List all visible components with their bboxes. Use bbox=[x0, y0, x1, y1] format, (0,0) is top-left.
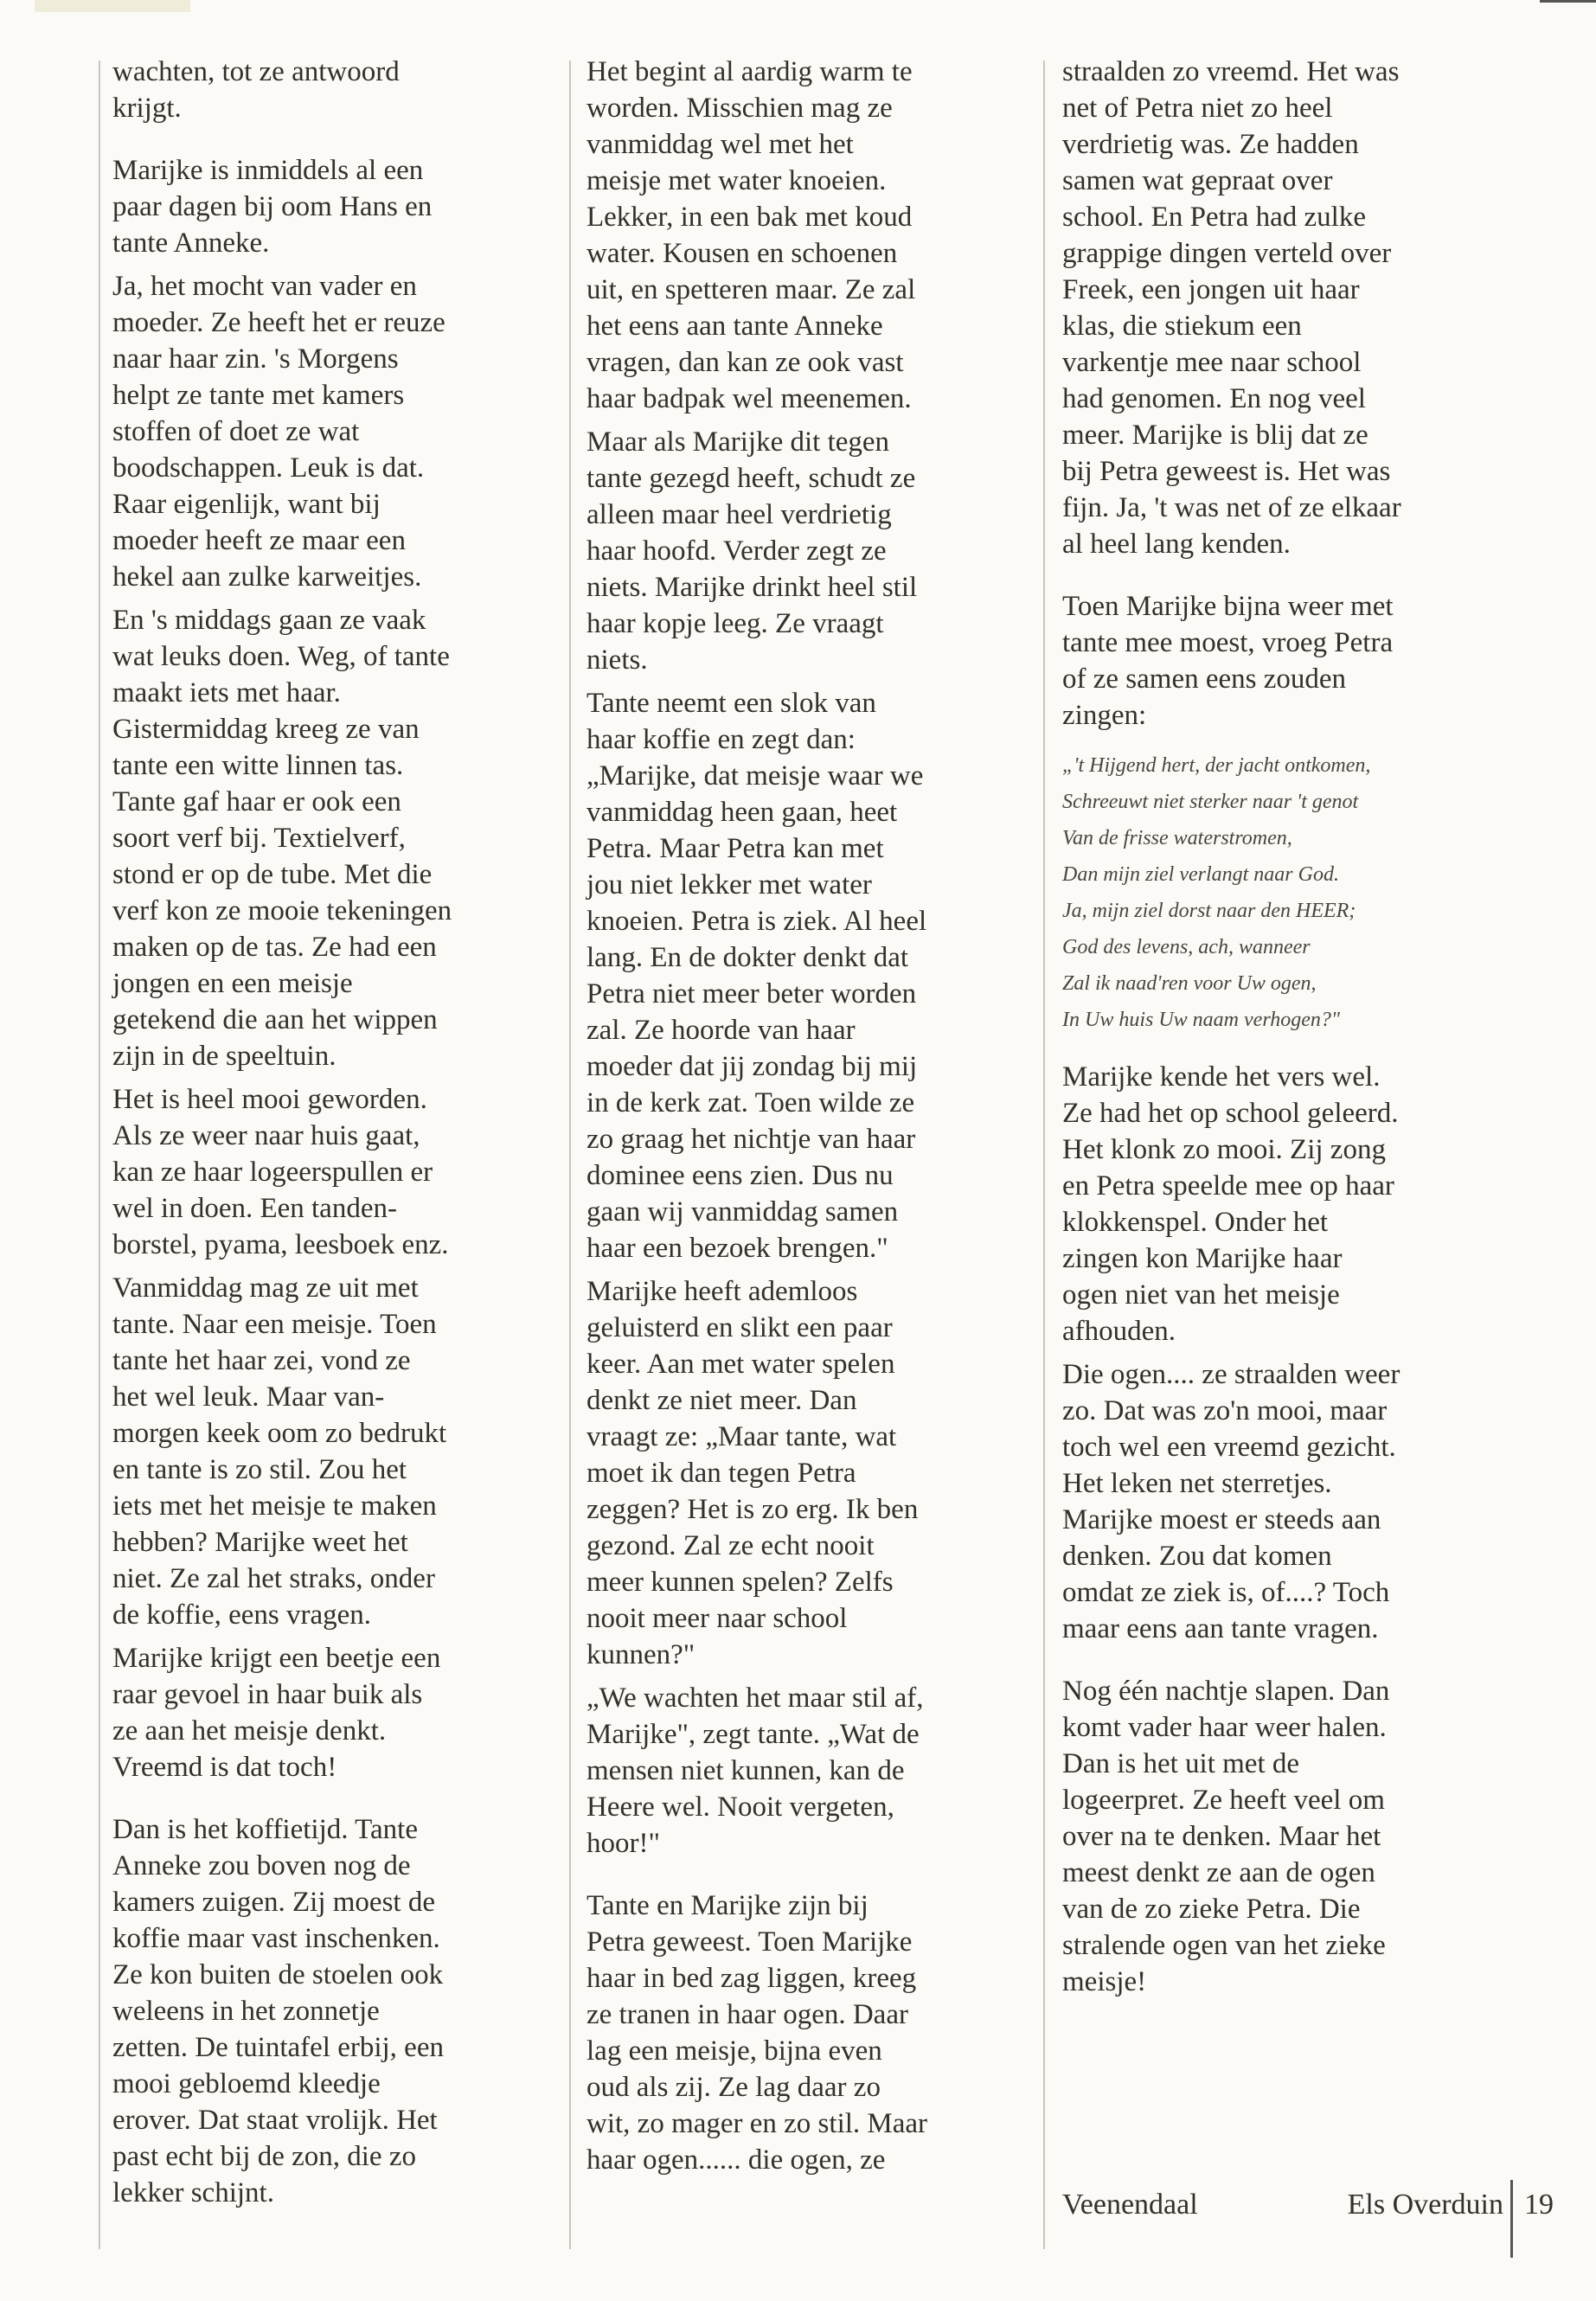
paragraph: Marijke kende het vers wel. Ze had het op school geleerd. Het klonk zo mooi. Zij zong en Petra speelde mee op haar klokkenspel. Onder het zingen kon Marijke haar ogen niet van het meisje afhouden. bbox=[1062, 1061, 1399, 1347]
paragraph: Dan is het koffietijd. Tante Anneke zou boven nog de kamers zuigen. Zij moest de koffie maar vast inschenken. Ze kon buiten de stoelen ook weleens in het zonnetje zetten. De tuintafel erbij, een mooi gebloemd kleedje erover. Dat staat vrolijk. Het past echt bij de zon, die zo lekker schijnt. bbox=[112, 1814, 444, 2208]
paragraph: Tante neemt een slok van haar koffie en zegt dan: „Marijke, dat meisje waar we vanmiddag heen gaan, heet Petra. Maar Petra kan met jou niet lekker met water knoeien. Petra is ziek. Al heel lang. En de dokter denkt dat Petra niet meer beter worden zal. Ze hoorde van haar moeder dat jij zondag bij mij in de kerk zat. Toen wilde ze zo graag het nichtje van haar dominee eens zien. Dus nu gaan wij vanmiddag samen haar een bezoek brengen." bbox=[586, 688, 927, 1264]
paragraph: Vanmiddag mag ze uit met tante. Naar een meisje. Toen tante het haar zei, vond ze het wel leuk. Maar van- morgen keek oom zo bedrukt en tante is zo stil. Zou het iets met het meisje te maken hebben? Marijke weet het niet. Ze zal het straks, onder de koffie, eens vragen. bbox=[112, 1272, 447, 1631]
page-number-rule bbox=[1510, 2180, 1513, 2258]
page-number: 19 bbox=[1524, 2189, 1554, 2221]
paragraph: Nog één nachtje slapen. Dan komt vader haar weer halen. Dan is het uit met de logeerpret. Ze heeft veel om over na te denken. Maar het meest denkt ze aan de ogen van de zo zieke Petra. Die stralende ogen van het zieke meisje! bbox=[1062, 1676, 1390, 1997]
paragraph: Ja, het mocht van vader en moeder. Ze heeft het er reuze naar haar zin. 's Morgens helpt ze tante met kamers stoffen of doet ze wat boodschappen. Leuk is dat. Raar eigenlijk, want bij moeder heeft ze maar een hekel aan zulke karweitjes. bbox=[112, 271, 445, 593]
text-column-3 bbox=[1062, 54, 1503, 2007]
byline-author: Els Overduin bbox=[1347, 2189, 1503, 2221]
column-rule-left bbox=[99, 61, 100, 2249]
column-rule-right bbox=[1043, 61, 1045, 2249]
column-rule-middle bbox=[569, 61, 571, 2249]
paragraph: En 's middags gaan ze vaak wat leuks doen. Weg, of tante maakt iets met haar. Gistermiddag kreeg ze van tante een witte linnen tas. Tante gaf haar er ook een soort verf bij. Textielverf, stond er op de tube. Met die verf kon ze mooie tekeningen maken op de tas. Ze had een jongen en een meisje getekend die aan het wippen zijn in de speeltuin. bbox=[112, 605, 452, 1072]
paragraph: Marijke heeft ademloos geluisterd en slikt een paar keer. Aan met water spelen denkt ze niet meer. Dan vraagt ze: „Maar tante, wat moet ik dan tegen Petra zeggen? Het is zo erg. Ik ben gezond. Zal ze echt nooit meer kunnen spelen? Zelfs nooit meer naar school kunnen?" bbox=[586, 1276, 919, 1670]
paragraph: wachten, tot ze antwoord krijgt. bbox=[112, 56, 400, 124]
byline bbox=[1062, 2189, 1503, 2221]
paragraph: Het is heel mooi geworden. Als ze weer naar huis gaat, kan ze haar logeerspullen er wel in doen. Een tanden- borstel, pyama, leesboek enz. bbox=[112, 1084, 449, 1260]
scan-mark bbox=[35, 0, 190, 12]
paragraph: Tante en Marijke zijn bij Petra geweest. Toen Marijke haar in bed zag liggen, kreeg ze tranen in haar ogen. Daar lag een meisje, bijna even oud als zij. Ze lag daar zo wit, zo mager en zo stil. Maar haar ogen...... die ogen, ze bbox=[586, 1890, 928, 2176]
paragraph: Marijke krijgt een beetje een raar gevoel in haar buik als ze aan het meisje denkt. Vreemd is dat toch! bbox=[112, 1643, 441, 1783]
paragraph: Marijke is inmiddels al een paar dagen bij oom Hans en tante Anneke. bbox=[112, 155, 433, 259]
paragraph: Het begint al aardig warm te worden. Misschien mag ze vanmiddag wel met het meisje met water knoeien. Lekker, in een bak met koud water. Kousen en schoenen uit, en spetteren maar. Ze zal het eens aan tante Anneke vragen, dan kan ze ook vast haar badpak wel meenemen. bbox=[586, 56, 916, 414]
text-column-2 bbox=[586, 54, 1036, 2185]
text-column-1 bbox=[112, 54, 562, 2218]
paragraph: Toen Marijke bijna weer met tante mee moest, vroeg Petra of ze samen eens zouden zingen: bbox=[1062, 591, 1394, 731]
paragraph: Die ogen.... ze straalden weer zo. Dat was zo'n mooi, maar toch wel een vreemd gezicht. Het leken net sterretjes. Marijke moest er steeds aan denken. Zou dat komen omdat ze ziek is, of....? Toch maar eens aan tante vragen. bbox=[1062, 1359, 1401, 1644]
paragraph: „We wachten het maar stil af, Marijke", zegt tante. „Wat de mensen niet kunnen, kan de Heere wel. Nooit vergeten, hoor!" bbox=[586, 1682, 924, 1859]
scan-mark-right bbox=[1540, 0, 1596, 3]
paragraph: Maar als Marijke dit tegen tante gezegd heeft, schudt ze alleen maar heel verdrietig haar hoofd. Verder zegt ze niets. Marijke drinkt heel stil haar kopje leeg. Ze vraagt niets. bbox=[586, 426, 918, 676]
paragraph: straalden zo vreemd. Het was net of Petra niet zo heel verdrietig was. Ze hadden samen wat gepraat over school. En Petra had zulke grappige dingen verteld over Freek, een jongen uit haar klas, die stiekum een varkentje mee naar school had genomen. En nog veel meer. Marijke is blij dat ze bij Petra geweest is. Het was fijn. Ja, 't was net of ze elkaar al heel lang kenden. bbox=[1062, 56, 1401, 560]
byline-place: Veenendaal bbox=[1062, 2189, 1198, 2221]
psalm-verse: „'t Hijgend hert, der jacht ontkomen, Schreeuwt niet sterker naar 't genot Van de frisse waterstromen, Dan mijn ziel verlangt naar God. Ja, mijn ziel dorst naar den HEER; God des levens, ach, wanneer Zal ik naad'ren voor Uw ogen, In Uw huis Uw naam verhogen?" bbox=[1062, 754, 1371, 1031]
